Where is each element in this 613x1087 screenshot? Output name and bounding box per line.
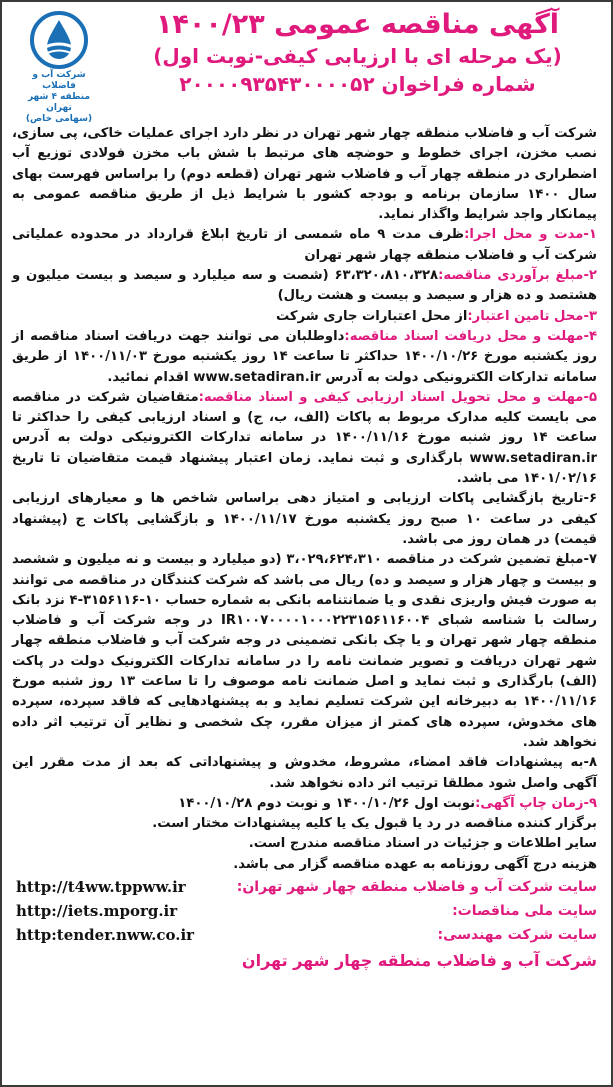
footer-company-name: شرکت آب و فاضلاب منطقه چهار شهر تهران [241,950,597,970]
note-2: سایر اطلاعات و جزئیات در اسناد مناقصه مندرج است. [248,836,597,852]
clause-4 [12,327,597,388]
site-row-company [16,875,597,899]
logo-text-2: منطقه ۴ شهر تهران [27,92,91,113]
websites-block [2,875,611,947]
clause-5-text: متقاضیان شرکت در مناقصه می بایست کلیه مدارک مربوط به پاکات (الف، ب، ج) و اسناد ارزیابی کیفی را حداکثر تا ساعت ۱۴ روز شنبه مورخ ۱۴۰۰/۱۱/۱۶ در سامانه تدارکات الکترونیکی دولت به آدرس www.setadiran.ir بارگذاری و ثبت نماید. زمان اعتبار پیشنهاد قیمت متقاضیان تا تاریخ ۱۴۰۱/۰۲/۱۶ می باشد. [12,389,598,487]
logo-text-1: شرکت آب و فاضلاب [32,70,86,91]
clause-7 [12,550,597,753]
clause-6-text: ۶-تاریخ بازگشایی پاکات ارزیابی و امتیاز دهی براساس شاخص ها و معیارهای ارزیابی کیفی در ساعت ۱۰ صبح روز یکشنبه مورخ ۱۴۰۰/۱۱/۱۷ و بازگشایی پاکات ج (پیشنهاد قیمت) در همان روز می باشد. [12,491,597,547]
site-url-company[interactable]: http://t4ww.tppww.ir [16,877,186,896]
clause-8 [12,753,597,794]
clause-9 [12,794,597,814]
clause-2-label: ۲-مبلغ برآوردی مناقصه: [438,268,597,284]
clause-5-label: ۵-مهلت و محل تحویل اسناد ارزیابی کیفی و اسناد مناقصه: [198,389,597,405]
clause-3 [12,307,597,327]
clause-4-text: داوطلبان می توانند جهت دریافت اسناد مناقصه از روز یکشنبه مورخ ۱۴۰۰/۱۰/۲۶ حداکثر تا ساعت ۱۴ روز یکشنبه مورخ ۱۴۰۰/۱۱/۰۳ از طریق سامانه تدارکات الکترونیکی دولت به آدرس www.setadiran.ir اقدام نمائید. [12,328,597,385]
clause-1-text: ظرف مدت ۹ ماه شمسی از تاریخ ابلاغ قرارداد در محدوده عملیاتی شرکت آب و فاضلاب منطقه چهار شهر تهران [12,227,597,263]
page-title: آگهی مناقصه عمومی ۱۴۰۰/۲۳ [155,9,560,40]
clause-3-text: از محل اعتبارات جاری شرکت [275,308,468,324]
water-drop-logo-icon [29,10,89,70]
title-block [112,8,603,98]
site-row-national [16,899,597,923]
clause-5 [12,388,597,489]
note-1: برگزار کننده مناقصه در رد یا قبول یک یا کلیه پیشنهادات مختار است. [152,816,597,832]
intro-paragraph: شرکت آب و فاضلاب منطقه چهار شهر تهران در نظر دارد اجرای عملیات خاکی، پی سازی، نصب مخزن، اجرای خطوط و حوضچه های مرتبط با شش باب مخزن فولادی توزیع آب اضطراری در منطقه چهار آب و فاضلاب شهر تهران (قطعه دوم) را براساس فهرست بهای سال ۱۴۰۰ سازمان برنامه و بودجه کشور با شرایط ذیل از طریق مناقصه عمومی به پیمانکار واجد شرایط واگذار نماید. [12,126,597,223]
site-url-national[interactable]: http://iets.mporg.ir [16,901,178,920]
page-subtitle: (یک مرحله ای با ارزیابی کیفی-نوبت اول) [153,44,562,68]
call-number: شماره فراخوان ۲۰۰۰۰۹۳۵۴۳۰۰۰۰۵۲ [179,72,536,96]
clause-7-text: ۷-مبلغ تضمین شرکت در مناقصه ۳،۰۲۹،۶۲۴،۳۱۰ (دو میلیارد و بیست و نه میلیون و ششصد و بیست و چهار هزار و سیصد و ده) ریال می باشد که شرکت کنندگان در مناقصه می توانند به صورت فیش واریزی نقدی و یا ضمانتنامه بانکی به شماره حساب ۱۰-۳۱۵۶۱۱۶-۴ نزد بانک رسالت با شناسه شبای IR۱۰۰۷۰۰۰۰۱۰۰۰۲۲۳۱۵۶۱۱۶۰۰۴ در وجه شرکت آب و فاضلاب منطقه چهار شهر تهران و یا چک بانکی تضمینی در وجه شرکت آب و فاضلاب منطقه چهار شهر تهران دریافت و تصویر ضمانت نامه را در سامانه تدارکات الکترونیک دولت در پاکت (الف) بارگذاری و ثبت نماید و اصل ضمانت نامه موصوف را تا ساعت ۱۳ روز شنبه مورخ ۱۴۰۰/۱۱/۱۶ به دبیرخانه این شرکت تسلیم نماید و به پیشنهادهایی که فاقد سپرده، سپرده های مخدوش، سپرده های کمتر از میزان مقرر، چک شخصی و نظایر آن ترتیب اثر داده نخواهد شد. [12,552,598,750]
clause-2 [12,266,597,307]
clause-9-label: ۹-زمان چاپ آگهی: [475,795,597,811]
logo-text-3: (سهامی خاص) [25,114,93,124]
clause-4-label: ۴-مهلت و محل دریافت اسناد مناقصه: [344,328,597,344]
header [2,2,611,124]
company-logo [16,10,102,122]
site-row-engineering [16,923,597,947]
clause-9-text: نوبت اول ۱۴۰۰/۱۰/۲۶ و نوبت دوم ۱۴۰۰/۱۰/۲۸ [178,795,476,811]
clause-2-text: ۶۳،۳۲۰،۸۱۰،۳۲۸ (شصت و سه میلیارد و سیصد و بیست میلیون و هشتصد و ده هزار و سیصد و بیست و هشت ریال) [12,268,597,304]
site-label-company: سایت شرکت آب و فاضلاب منطقه چهار شهر تهران: [236,878,597,895]
clause-8-text: ۸-به پیشنهادات فاقد امضاء، مشروط، مخدوش و پیشنهاداتی که بعد از مدت مقرر این آگهی واصل شود مطلقا ترتیب اثر داده نخواهد شد. [12,755,597,791]
site-url-engineering[interactable]: http:tender.nww.co.ir [16,925,195,944]
note-3: هزینه درج آگهی روزنامه به عهده مناقصه گزار می باشد. [233,856,597,872]
site-label-national: سایت ملی مناقصات: [452,902,597,919]
clause-1-label: ۱-مدت و محل اجرا: [464,227,597,243]
notice-body [2,124,611,875]
clause-6 [12,489,597,550]
clause-3-label: ۳-محل تامین اعتبار: [467,308,597,324]
clause-1 [12,225,597,266]
site-label-engineering: سایت شرکت مهندسی: [437,926,597,943]
